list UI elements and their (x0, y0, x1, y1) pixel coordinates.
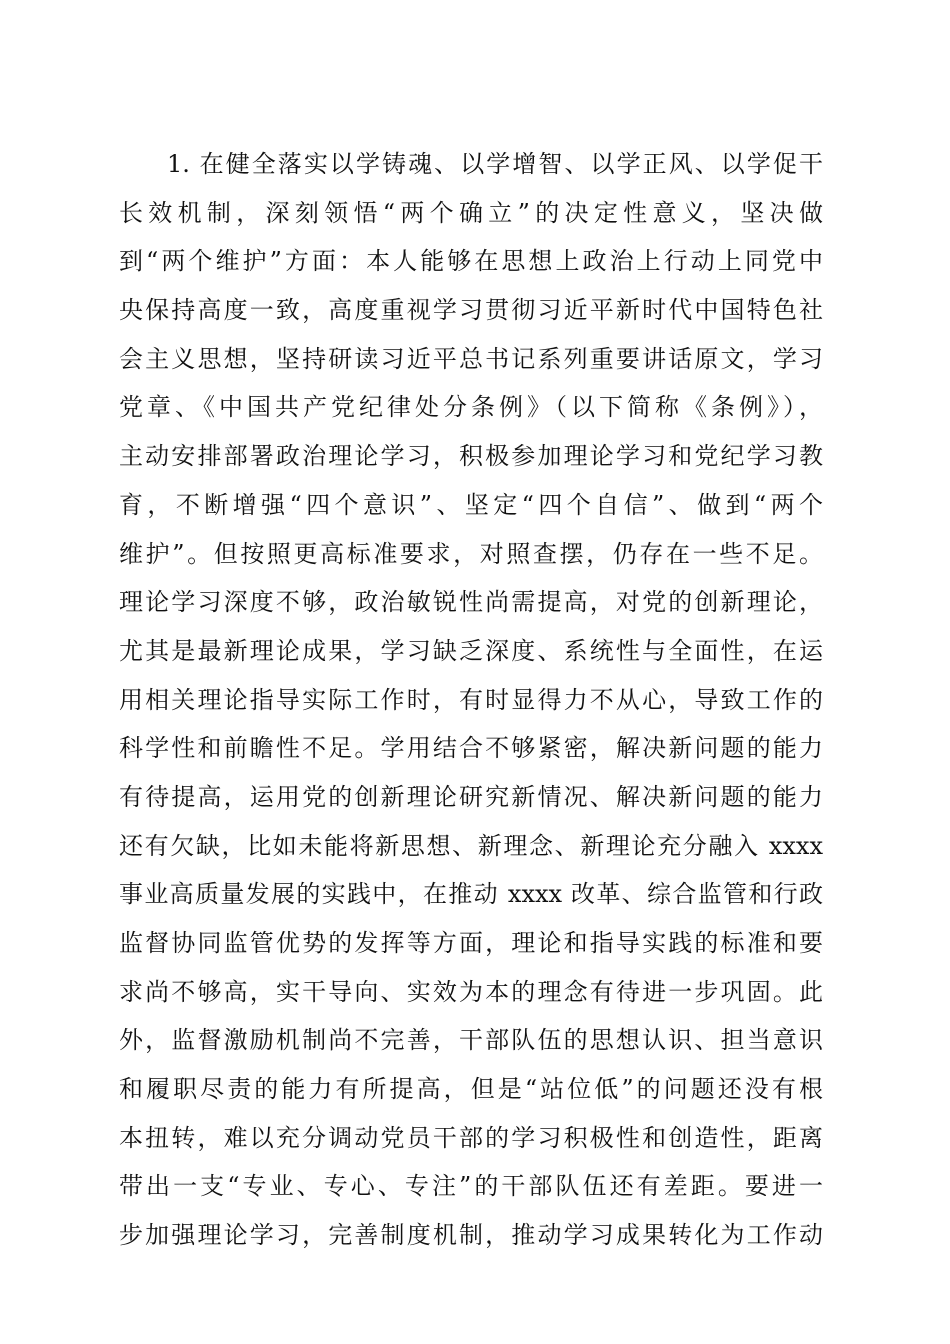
paragraph-line: 育，不断增强“四个意识”、坚定“四个自信”、做到“两个 (119, 490, 823, 519)
paragraph-line: 监督协同监管优势的发挥等方面，理论和指导实践的标准和要 (119, 929, 823, 957)
paragraph-line: 1. 在健全落实以学铸魂、以学增智、以学正风、以学促干 (167, 150, 823, 178)
paragraph-line: 尤其是最新理论成果，学习缺乏深度、系统性与全面性，在运 (119, 636, 823, 665)
paragraph-line: 维护”。但按照更高标准要求，对照查摆，仍存在一些不足。 (119, 539, 823, 568)
paragraph-line: 科学性和前瞻性不足。学用结合不够紧密，解决新问题的能力 (119, 734, 823, 763)
paragraph-line: 事业高质量发展的实践中，在推动 xxxx 改革、综合监管和行政 (119, 880, 823, 909)
paragraph-line: 有待提高，运用党的创新理论研究新情况、解决新问题的能力 (119, 782, 823, 811)
paragraph-line: 用相关理论指导实际工作时，有时显得力不从心，导致工作的 (119, 685, 823, 714)
paragraph-line: 主动安排部署政治理论学习，积极参加理论学习和党纪学习教 (119, 442, 823, 471)
body-paragraph (119, 140, 823, 1260)
paragraph-line: 步加强理论学习，完善制度机制，推动学习成果转化为工作动 (119, 1221, 823, 1250)
paragraph-line: 党章、《中国共产党纪律处分条例》（以下简称《条例》）， (119, 393, 823, 422)
paragraph-line: 到“两个维护”方面：本人能够在思想上政治上行动上同党中 (119, 247, 823, 276)
paragraph-line: 求尚不够高，实干导向、实效为本的理念有待进一步巩固。此 (119, 977, 823, 1006)
paragraph-line: 外，监督激励机制尚不完善，干部队伍的思想认识、担当意识 (119, 1026, 823, 1055)
paragraph-line: 和履职尽责的能力有所提高，但是“站位低”的问题还没有根 (119, 1075, 823, 1104)
paragraph-line: 带出一支“专业、专心、专注”的干部队伍还有差距。要进一 (119, 1172, 823, 1201)
paragraph-line: 央保持高度一致，高度重视学习贯彻习近平新时代中国特色社 (119, 296, 823, 325)
paragraph-line: 还有欠缺，比如未能将新思想、新理念、新理论充分融入 xxxx (119, 831, 823, 860)
paragraph-line: 会主义思想，坚持研读习近平总书记系列重要讲话原文，学习 (119, 344, 823, 373)
paragraph-line: 理论学习深度不够，政治敏锐性尚需提高，对党的创新理论， (119, 588, 823, 617)
paragraph-line: 本扭转，难以充分调动党员干部的学习积极性和创造性，距离 (119, 1123, 823, 1152)
paragraph-line: 长效机制，深刻领悟“两个确立”的决定性意义，坚决做 (119, 198, 823, 227)
